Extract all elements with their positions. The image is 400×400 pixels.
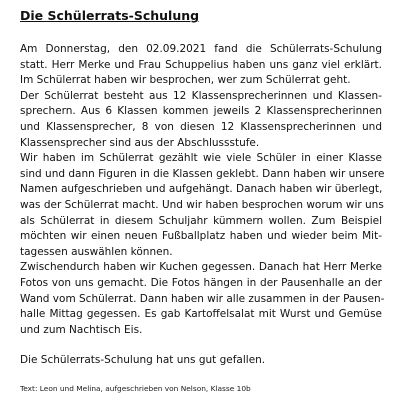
body-line: Fotos von uns gemacht. Die Fotos hängen in der Pausenhalle an der <box>20 276 382 289</box>
body-text <box>20 42 385 338</box>
body-line: Am Donnerstag, den 02.09.2021 fand die Schülerrats-Schulung <box>20 43 382 55</box>
body-line: und zum Nachtisch Eis. <box>20 323 143 336</box>
document-title: Die Schülerrats-Schulung <box>20 8 200 23</box>
body-line: Namen aufgeschrieben und aufgehängt. Danach haben wir überlegt, <box>20 183 383 196</box>
body-line: sind und dann Figuren in die Klassen geklebt. Dann haben wir unsere <box>20 167 385 180</box>
body-line: sprechern. Aus 6 Klassen kommen jeweils 2 Klassensprecherinnen <box>20 105 382 118</box>
body-line: Wir haben im Schülerrat gezählt wie viele Schüler in einer Klasse <box>20 152 382 165</box>
author-credit: Text: Leon und Melina, aufgeschrieben von Nelson, Klasse 10b <box>20 384 251 394</box>
body-line: als Schülerrat in diesem Schuljahr kümmern wollen. Zum Beispiel <box>20 214 382 227</box>
body-line: möchten wir einen neuen Fußballplatz haben und wieder beim Mit- <box>20 230 382 243</box>
body-line: tagessen auswählen können. <box>20 245 173 258</box>
paragraph-gap <box>20 338 382 353</box>
document-page <box>20 8 385 394</box>
body-line: was der Schülerrat macht. Und wir haben besprochen worum wir uns <box>20 198 384 211</box>
body-line: Im Schülerrat haben wir besprochen, wer zum Schülerrat geht. <box>20 74 351 87</box>
body-line: Der Schülerrat besteht aus 12 Klassensprecherinnen und Klassen- <box>20 89 382 102</box>
closing-sentence: Die Schülerrats-Schulung hat uns gut gefallen. <box>20 354 266 367</box>
body-line: Wand vom Schülerrat. Dann haben wir alle zusammen in der Pausen- <box>20 292 385 305</box>
body-line: und Klassensprecher, 8 von diesen 12 Klassensprecherinnen und <box>20 120 382 133</box>
body-line: statt. Herr Merke und Frau Schuppelius haben uns ganz viel erklärt. <box>20 58 382 71</box>
body-line: Klassensprecher sind aus der Abschlussstufe. <box>20 136 260 149</box>
body-line: Zwischendurch haben wir Kuchen gegessen. Danach hat Herr Merke <box>20 261 382 274</box>
body-line: halle Mittag gegessen. Es gab Kartoffelsalat mit Wurst und Gemüse <box>20 308 382 321</box>
